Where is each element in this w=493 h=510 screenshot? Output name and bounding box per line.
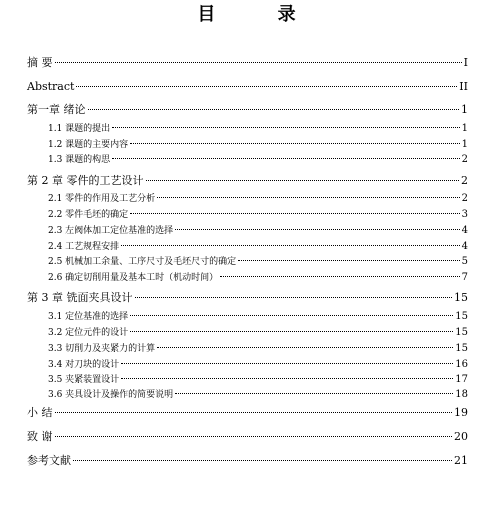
toc-entry-3-2[interactable]: [48, 325, 468, 341]
toc-entry-2-2[interactable]: [48, 207, 468, 223]
toc-entry-label: 第 3 章 铣面夹具设计: [27, 291, 133, 304]
toc-entry-page: 1: [461, 139, 468, 150]
toc-leader-dots: [73, 460, 452, 461]
toc-entry-page: 7: [461, 272, 468, 283]
toc-entry-chapter-2[interactable]: [27, 173, 468, 189]
toc-entry-chapter-1[interactable]: [27, 102, 468, 118]
toc-entry-page: 18: [455, 389, 468, 400]
toc-leader-dots: [130, 315, 453, 316]
toc-entry-label: 2.2 零件毛坯的确定: [48, 210, 129, 220]
toc-entry-label: 2.5 机械加工余量、工序尺寸及毛坯尺寸的确定: [48, 257, 237, 267]
toc-entry-label: 1.1 课题的提出: [48, 124, 111, 134]
toc-entry-label: 致 谢: [27, 430, 53, 443]
toc-entry-page: 1: [461, 123, 468, 134]
toc-leader-dots: [121, 245, 459, 246]
toc-entry-chapter-3[interactable]: [27, 290, 468, 306]
toc-leader-dots: [121, 363, 453, 364]
toc-entry-3-4[interactable]: [48, 357, 468, 373]
toc-entry-page: 5: [461, 256, 468, 267]
toc-entry-label: 3.1 定位基准的选择: [48, 312, 129, 322]
toc-entry-label: 3.4 对刀块的设计: [48, 360, 120, 370]
toc-leader-dots: [88, 109, 460, 110]
toc-entry-page: 15: [455, 311, 468, 322]
toc-leader-dots: [157, 197, 459, 198]
toc-leader-dots: [238, 260, 459, 261]
toc-entry-label: 3.6 夹具设计及操作的简要说明: [48, 390, 174, 400]
toc-entry-page: 4: [461, 225, 468, 236]
toc-leader-dots: [157, 347, 453, 348]
toc-entry-2-1[interactable]: [48, 191, 468, 207]
toc-leader-dots: [175, 393, 453, 394]
toc-leader-dots: [55, 62, 462, 63]
toc-entry-page: 15: [454, 291, 468, 304]
toc-entry-abstract-en[interactable]: [27, 79, 468, 95]
toc-entry-page: 15: [455, 327, 468, 338]
toc-entry-summary[interactable]: [27, 405, 468, 421]
toc-entry-label: 第一章 绪论: [27, 103, 86, 116]
toc-leader-dots: [220, 276, 459, 277]
toc-leader-dots: [112, 158, 459, 159]
toc-entry-page: 20: [454, 430, 468, 443]
toc-entry-page: 4: [461, 241, 468, 252]
toc-leader-dots: [175, 229, 459, 230]
toc-leader-dots: [55, 436, 453, 437]
toc-entry-label: 2.3 左阀体加工定位基准的选择: [48, 226, 174, 236]
toc-entry-page: 2: [461, 193, 468, 204]
toc-entry-label: 1.3 课题的构思: [48, 155, 111, 165]
toc-entry-page: 19: [454, 406, 468, 419]
toc-entry-1-1[interactable]: [48, 121, 468, 137]
toc-entry-page: 2: [461, 174, 468, 187]
toc-entry-2-6[interactable]: [48, 270, 468, 286]
toc-entry-3-1[interactable]: [48, 309, 468, 325]
toc-entry-label: 2.1 零件的作用及工艺分析: [48, 194, 156, 204]
toc-leader-dots: [76, 86, 457, 87]
toc-leader-dots: [135, 297, 453, 298]
page-title: 目 录: [197, 4, 324, 25]
toc-entry-abstract-cn[interactable]: [27, 55, 468, 71]
toc-leader-dots: [146, 180, 460, 181]
toc-entry-references[interactable]: [27, 453, 468, 469]
toc-entry-page: 16: [455, 359, 468, 370]
toc-entry-label: 小 结: [27, 406, 53, 419]
toc-entry-label: 2.4 工艺规程安排: [48, 242, 120, 252]
toc-entry-page: 2: [461, 154, 468, 165]
toc-entry-label: 3.3 切削力及夹紧力的计算: [48, 344, 156, 354]
toc-entry-page: 15: [455, 343, 468, 354]
toc-leader-dots: [130, 331, 453, 332]
toc-entry-page: 3: [461, 209, 468, 220]
toc-entry-1-3[interactable]: [48, 152, 468, 168]
toc-leader-dots: [130, 213, 459, 214]
toc-entry-page: 1: [461, 103, 468, 116]
toc-entry-3-3[interactable]: [48, 341, 468, 357]
toc-leader-dots: [130, 143, 459, 144]
toc-entry-1-2[interactable]: [48, 137, 468, 153]
toc-leader-dots: [112, 127, 459, 128]
toc-entry-label: 3.2 定位元件的设计: [48, 328, 129, 338]
toc-entry-2-5[interactable]: [48, 254, 468, 270]
toc-entry-3-5[interactable]: [48, 372, 468, 388]
toc-entry-3-6[interactable]: [48, 387, 468, 403]
toc-entry-page: 17: [455, 374, 468, 385]
toc-entry-label: Abstract: [27, 80, 75, 93]
toc-entry-label: 参考文献: [27, 454, 71, 467]
toc-leader-dots: [55, 412, 453, 413]
toc-leader-dots: [121, 378, 453, 379]
toc-entry-page: I: [463, 56, 468, 69]
toc-entry-label: 2.6 确定切削用量及基本工时（机动时间）: [48, 273, 219, 283]
toc-entry-label: 摘 要: [27, 56, 53, 69]
toc-entry-page: II: [459, 80, 468, 93]
toc-entry-page: 21: [454, 454, 468, 467]
toc-entry-label: 3.5 夹紧装置设计: [48, 375, 120, 385]
toc-entry-acknowledgements[interactable]: [27, 429, 468, 445]
toc-entry-2-4[interactable]: [48, 239, 468, 255]
toc-entry-label: 1.2 课题的主要内容: [48, 140, 129, 150]
toc-entry-2-3[interactable]: [48, 223, 468, 239]
toc-entry-label: 第 2 章 零件的工艺设计: [27, 174, 144, 187]
